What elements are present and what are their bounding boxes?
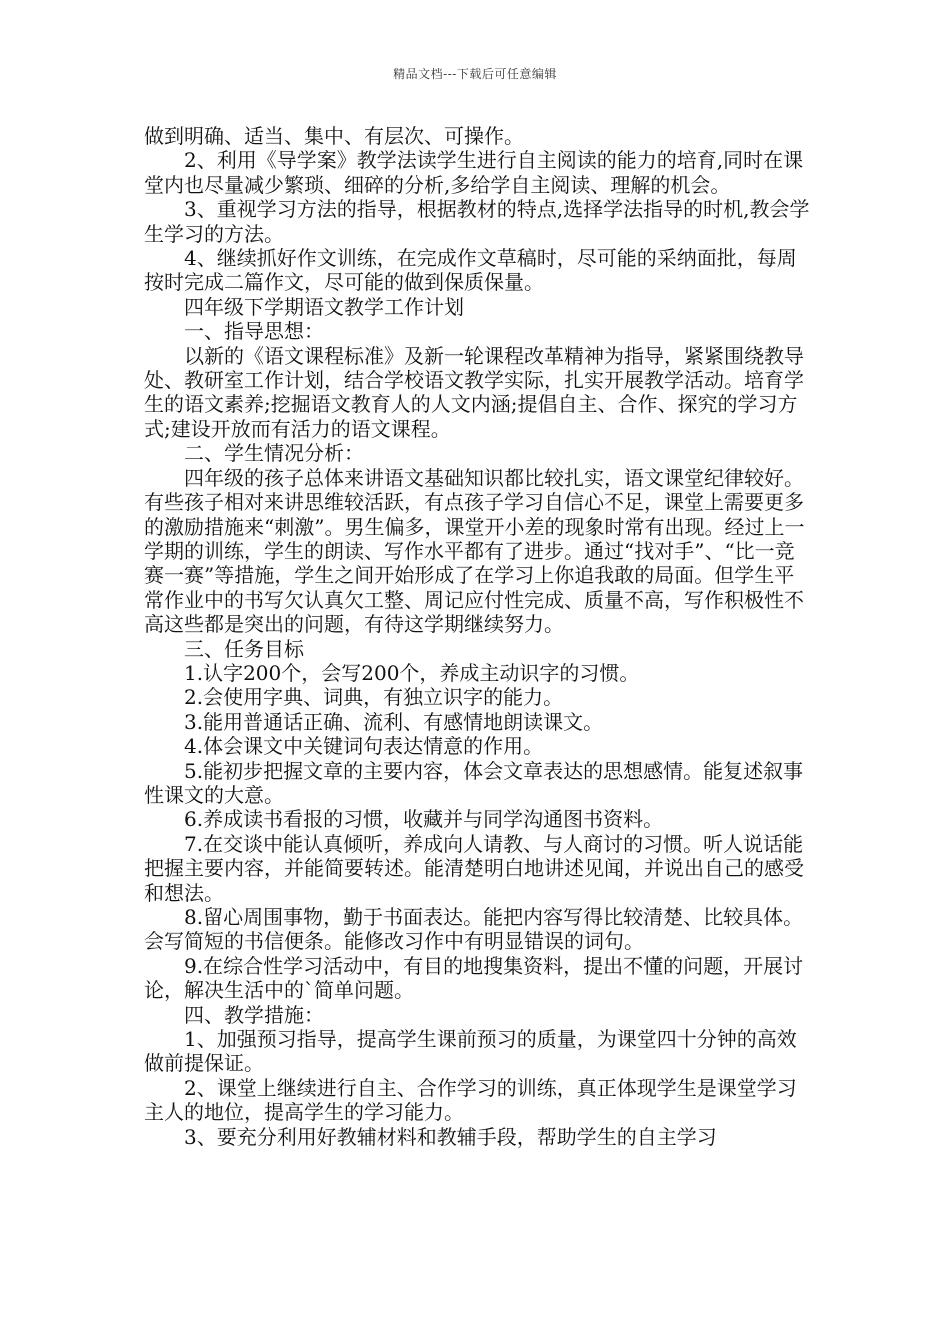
list-item: 8.留心周围事物，勤于书面表达。能把内容写得比较清楚、比较具体。会写简短的书信便条。能修改习作中有明显错误的词句。 — [144, 905, 804, 954]
document-body — [144, 124, 814, 1149]
list-item: 2、课堂上继续进行自主、合作学习的训练，真正体现学生是课堂学习主人的地位，提高学生的学习能力。 — [144, 1075, 797, 1125]
page-header: 精品文档---下载后可任意编辑 — [393, 67, 557, 81]
list-item: 7.在交谈中能认真倾听，养成向人请教、与人商讨的习惯。听人说话能把握主要内容，并能简要转述。能清楚明白地讲述见闻，并说出自己的感受和想法。 — [144, 831, 804, 905]
list-item: 4.体会课文中关键词句表达情意的作用。 — [184, 734, 544, 759]
section-heading: 三、任务目标 — [184, 636, 304, 661]
paragraph: 2、利用《导学案》教学法读学生进行自主阅读的能力的培育,同时在课堂内也尽量减少繁琐、细碎的分析,多给学自主阅读、理解的机会。 — [144, 148, 804, 197]
list-item: 9.在综合性学习活动中，有目的地搜集资料，提出不懂的问题，开展讨论，解决生活中的`简单问题。 — [144, 953, 804, 1003]
list-item: 3.能用普通话正确、流利、有感情地朗读课文。 — [184, 709, 604, 734]
list-item: 1.认字200个，会写200个，养成主动识字的习惯。 — [184, 660, 640, 685]
list-item: 5.能初步把握文章的主要内容，体会文章表达的思想感情。能复述叙事性课文的大意。 — [144, 758, 804, 807]
section-heading: 二、学生情况分析： — [184, 441, 364, 466]
list-item: 2.会使用字典、词典，有独立识字的能力。 — [184, 685, 564, 710]
paragraph: 四年级的孩子总体来讲语文基础知识都比较扎实，语文课堂纪律较好。有些孩子相对来讲思维较活跃，有点孩子学习自信心不足，课堂上需要更多的激励措施来“刺激”。男生偏多，课堂开小差的现象时常有出现。经过上一学期的训练，学生的朗读、写作水平都有了进步。通过“找对手”、“比一竞赛一赛”等措施，学生之间开始形成了在学习上你追我敢的局面。但学生平常作业中的书写欠认真欠工整、周记应付性完成、质量不高，写作积极性不高这些都是突出的问题，有待这学期继续努力。 — [144, 465, 805, 637]
section-heading: 四、教学措施： — [184, 1002, 324, 1027]
section-title: 四年级下学期语文教学工作计划 — [184, 294, 464, 319]
paragraph: 3、重视学习方法的指导，根据教材的特点,选择学法指导的时机,教会学生学习的方法。 — [144, 197, 810, 246]
paragraph: 以新的《语文课程标准》及新一轮课程改革精神为指导，紧紧围绕教导处、教研室工作计划，结合学校语文教学实际，扎实开展教学活动。培育学生的语文素养;挖掘语文教育人的人文内涵;提倡自主、合作、探究的学习方式;建设开放而有活力的语文课程。 — [144, 343, 804, 441]
list-item: 3、要充分利用好教辅材料和教辅手段，帮助学生的自主学习 — [184, 1124, 717, 1149]
list-item: 1、加强预习指导，提高学生课前预习的质量，为课堂四十分钟的高效做前提保证。 — [144, 1027, 797, 1076]
section-heading: 一、指导思想： — [184, 319, 324, 344]
paragraph: 4、继续抓好作文训练，在完成作文草稿时，尽可能的采纳面批，每周按时完成二篇作文，尽可能的做到保质保量。 — [144, 246, 797, 295]
list-item: 6.养成读书看报的习惯，收藏并与同学沟通图书资料。 — [184, 807, 664, 832]
paragraph: 做到明确、适当、集中、有层次、可操作。 — [144, 124, 524, 148]
